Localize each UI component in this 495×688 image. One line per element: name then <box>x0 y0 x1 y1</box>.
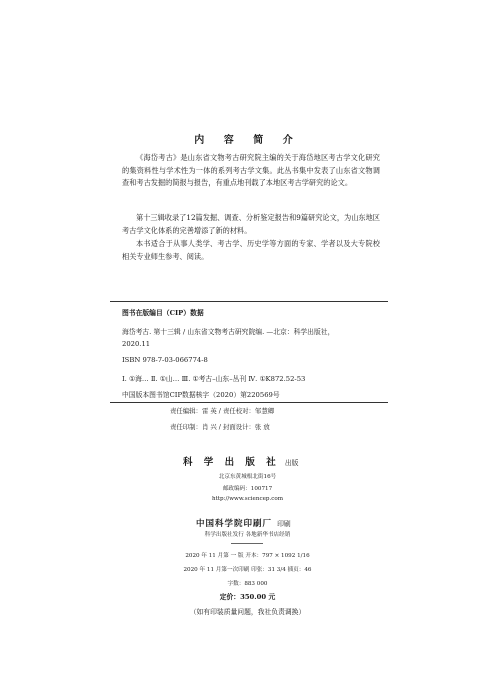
cip-record-number: 中国版本图书馆CIP数据核字（2020）第220569号 <box>122 391 280 399</box>
editor-credits: 责任编辑：雷 英 / 责任校对：邹慧卿 <box>170 407 275 415</box>
printer-line <box>196 511 291 530</box>
word-count: 字数：883 000 <box>227 581 268 587</box>
summary-paragraph-3: 本书适合于从事人类学、考古学、历史学等方面的专家、学者以及大专院校相关专业师生参考、阅读。 <box>122 239 380 261</box>
summary-title: 内 容 简 介 <box>194 135 301 146</box>
cip-date-line: 2020.11 <box>122 340 151 348</box>
publisher-line <box>183 450 298 469</box>
cip-title-line: 海岱考古. 第十三辑 / 山东省文物考古研究院编. —北京：科学出版社， <box>122 328 335 336</box>
edition-divider <box>231 543 263 544</box>
printer-name: 中国科学院印刷厂 <box>196 519 273 529</box>
cip-top-rule <box>110 301 388 302</box>
print-credits: 责任印制：肖 兴 / 封面设计：张 放 <box>170 423 270 431</box>
cip-heading: 图书在版编目（CIP）数据 <box>122 309 204 317</box>
publisher-postcode: 邮政编码：100717 <box>222 486 273 492</box>
publisher-address: 北京东黄城根北街16号 <box>218 474 277 480</box>
summary-paragraph-2: 第十三辑收录了12篇发掘、调查、分析鉴定报告和9篇研究论文，为山东地区考古学文化体系的完善增添了新的材料。 <box>122 213 380 235</box>
edition-first-line: 2020 年 11 月第 一 版 开本：797 × 1092 1/16 <box>185 553 310 559</box>
publisher-website: http://www.sciencep.com <box>211 496 284 502</box>
quality-note: （如有印装质量问题，我社负责调换） <box>189 608 306 616</box>
printer-suffix: 印刷 <box>277 520 291 528</box>
edition-second-line: 2020 年 11 月第一次印刷 印张：31 3/4 插页：46 <box>183 567 312 573</box>
publisher-name: 科 学 出 版 社 <box>183 457 280 468</box>
cip-bottom-rule <box>110 402 388 403</box>
price: 定价：350.00 元 <box>219 593 276 601</box>
cip-isbn: ISBN 978-7-03-066774-8 <box>122 356 208 364</box>
publisher-suffix: 出版 <box>284 459 299 467</box>
summary-paragraph-1: 《海岱考古》是山东省文物考古研究院主编的关于海岱地区考古学文化研究的集资料性与学术性为一体的系列考古学文集。此丛书集中发表了山东省文物调查和考古发掘的简报与报告，有重点地刊载了本地区考古学研究的论文。 <box>122 153 380 187</box>
cip-classification: Ⅰ. ①海… Ⅱ. ①山… Ⅲ. ①考古–山东–丛刊 Ⅳ. ①K872.52-53 <box>122 375 306 383</box>
distribution-line: 科学出版社发行 各地新华书店经销 <box>204 532 291 538</box>
